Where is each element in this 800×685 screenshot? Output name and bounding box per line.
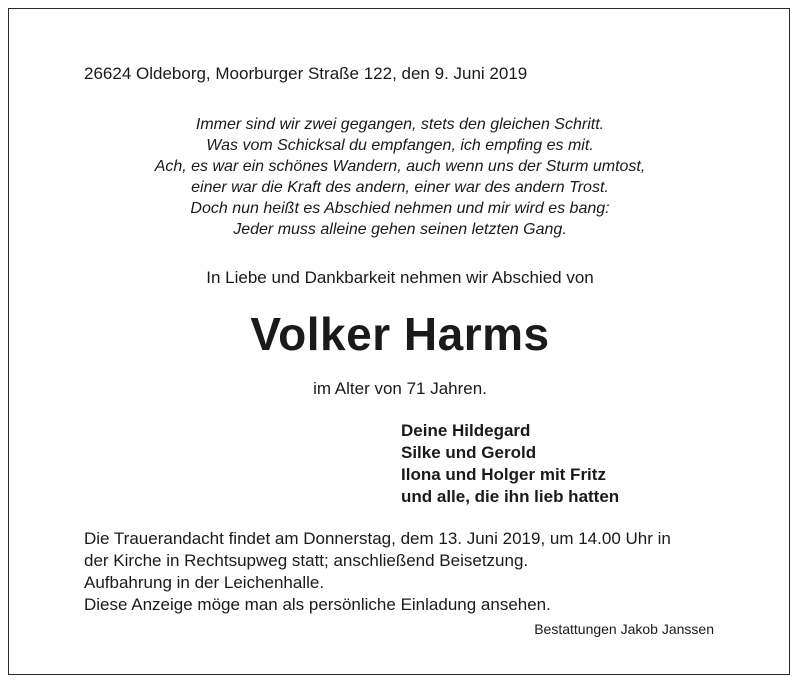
farewell-intro: In Liebe und Dankbarkeit nehmen wir Abschied von	[206, 268, 594, 287]
service-line: Die Trauerandacht findet am Donnerstag, dem 13. Juni 2019, um 14.00 Uhr in	[84, 529, 671, 548]
poem-line: einer war die Kraft des andern, einer war des andern Trost.	[191, 179, 609, 196]
poem	[0, 114, 800, 240]
poem-line: Ach, es war ein schönes Wandern, auch wenn uns der Sturm umtost,	[154, 158, 646, 175]
poem-line: Doch nun heißt es Abschied nehmen und mir wird es bang:	[190, 200, 610, 217]
service-line: der Kirche in Rechtsupweg statt; anschließend Beisetzung.	[84, 551, 529, 570]
mourners-list	[401, 420, 619, 508]
undertaker-name: Bestattungen Jakob Janssen	[534, 621, 714, 637]
service-line: Aufbahrung in der Leichenhalle.	[84, 573, 325, 592]
place-and-date: 26624 Oldeborg, Moorburger Straße 122, den 9. Juni 2019	[84, 64, 528, 83]
service-details	[84, 528, 724, 616]
age-line: im Alter von 71 Jahren.	[313, 379, 487, 398]
poem-line: Was vom Schicksal du empfangen, ich empfing es mit.	[206, 137, 594, 154]
mourner-line: Silke und Gerold	[401, 443, 537, 462]
poem-line: Jeder muss alleine gehen seinen letzten Gang.	[233, 221, 567, 238]
mourner-line: Deine Hildegard	[401, 421, 531, 440]
mourner-line: und alle, die ihn lieb hatten	[401, 487, 620, 506]
service-line: Diese Anzeige möge man als persönliche Einladung ansehen.	[84, 595, 551, 614]
poem-line: Immer sind wir zwei gegangen, stets den gleichen Schritt.	[195, 116, 605, 133]
mourner-line: Ilona und Holger mit Fritz	[401, 465, 606, 484]
deceased-name: Volker Harms	[250, 308, 550, 360]
